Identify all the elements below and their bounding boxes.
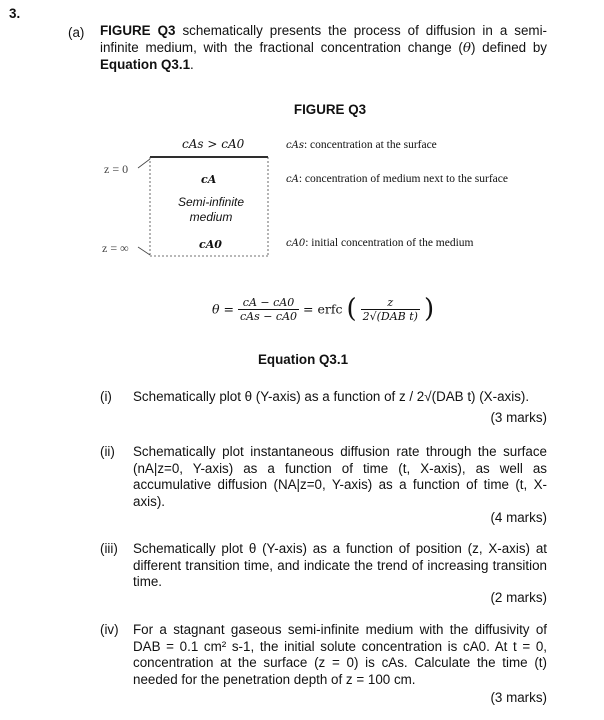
medium-box [167,195,255,227]
legend-symbol-ca: cA [286,174,299,185]
legend-symbol-ca0: cA0 [286,238,306,249]
legend-text-ca: : concentration of medium next to the surface [298,173,508,185]
ca0-label: cA0 [199,238,222,251]
item-iv-text: For a stagnant gaseous semi-infinite medium with the diffusivity of DAB = 0.1 cm² s-1, the initial solute concentration is cA0. At t = 0, concentration at the surface (z = 0) is cAs. Calculate the time (t) needed for the penetration depth of z = 100 cm. [133,622,547,687]
figure-schematic [88,133,278,268]
eq-lhs: θ = [212,301,234,317]
legend-text-cas: : concentration at the surface [303,139,437,151]
item-iii-label: (iii) [100,541,118,556]
part-a-label: (a) [68,25,85,40]
figure-ref: FIGURE Q3 [100,23,176,38]
eq-close-paren: ) [423,294,435,324]
theta-symbol: θ [462,40,471,56]
eq-open-paren: ( [346,294,357,324]
medium-label-2: medium [189,210,233,224]
eq-rhs-fraction [361,296,420,323]
item-ii-label: (ii) [100,444,115,459]
item-i-marks: (3 marks) [490,410,547,425]
eq-rhs-denominator: 2√(DAB t) [362,309,418,323]
item-iv-label: (iv) [100,622,119,637]
item-i-label: (i) [100,389,112,404]
eq-numerator: cA − cA0 [238,296,299,310]
eq-denominator: cAs − cA0 [239,309,298,323]
part-a-text-5: . [190,57,194,72]
part-a-text-1: schematically presents the process of diffusion in a semi-infinite medium, with the fractional concentration change ( [100,23,548,55]
z0-pointer [138,159,150,168]
item-ii-marks: (4 marks) [490,510,547,525]
equation-ref: Equation Q3.1 [100,57,191,72]
figure-caption: FIGURE Q3 [293,102,367,117]
legend-item-ca [286,173,508,185]
legend-item-ca0 [286,237,474,249]
top-condition: cAs > cA0 [182,137,245,151]
question-number: 3. [9,6,21,21]
item-iii-text: Schematically plot θ (Y-axis) as a function of position (z, X-axis) at different transition time, and indicate the trend of increasing transition time. [133,541,547,589]
item-i-text: Schematically plot θ (Y-axis) as a function of z / 2√(DAB t) (X-axis). [133,389,530,404]
medium-label-1: Semi-infinite [177,195,245,209]
item-ii-text: Schematically plot instantaneous diffusion rate through the surface (nA|z=0, Y-axis) as a function of time (t, X-axis), as well as accumulative diffusion (NA|z=0, Y-axis) as a function of time (t, X-axis). [133,444,547,509]
legend-symbol-cas: cAs [286,140,304,151]
eq-erfc: = erfc [303,301,343,317]
eq-fraction [238,296,299,323]
legend-text-ca0: : initial concentration of the medium [305,237,474,249]
z-infinity-label: z = ∞ [102,241,129,255]
equation-label: Equation Q3.1 [258,352,349,367]
equation-q3-1 [212,294,434,338]
part-a-text [100,23,547,74]
z-zero-label: z = 0 [104,162,129,176]
zinf-pointer [138,247,150,255]
part-a-text-3: ) defined by [470,39,547,55]
item-iv-marks: (3 marks) [490,690,547,705]
legend-item-cas [286,139,437,151]
eq-rhs-numerator: z [361,296,420,310]
item-iii-marks: (2 marks) [490,590,547,605]
ca-label: cA [201,173,217,186]
